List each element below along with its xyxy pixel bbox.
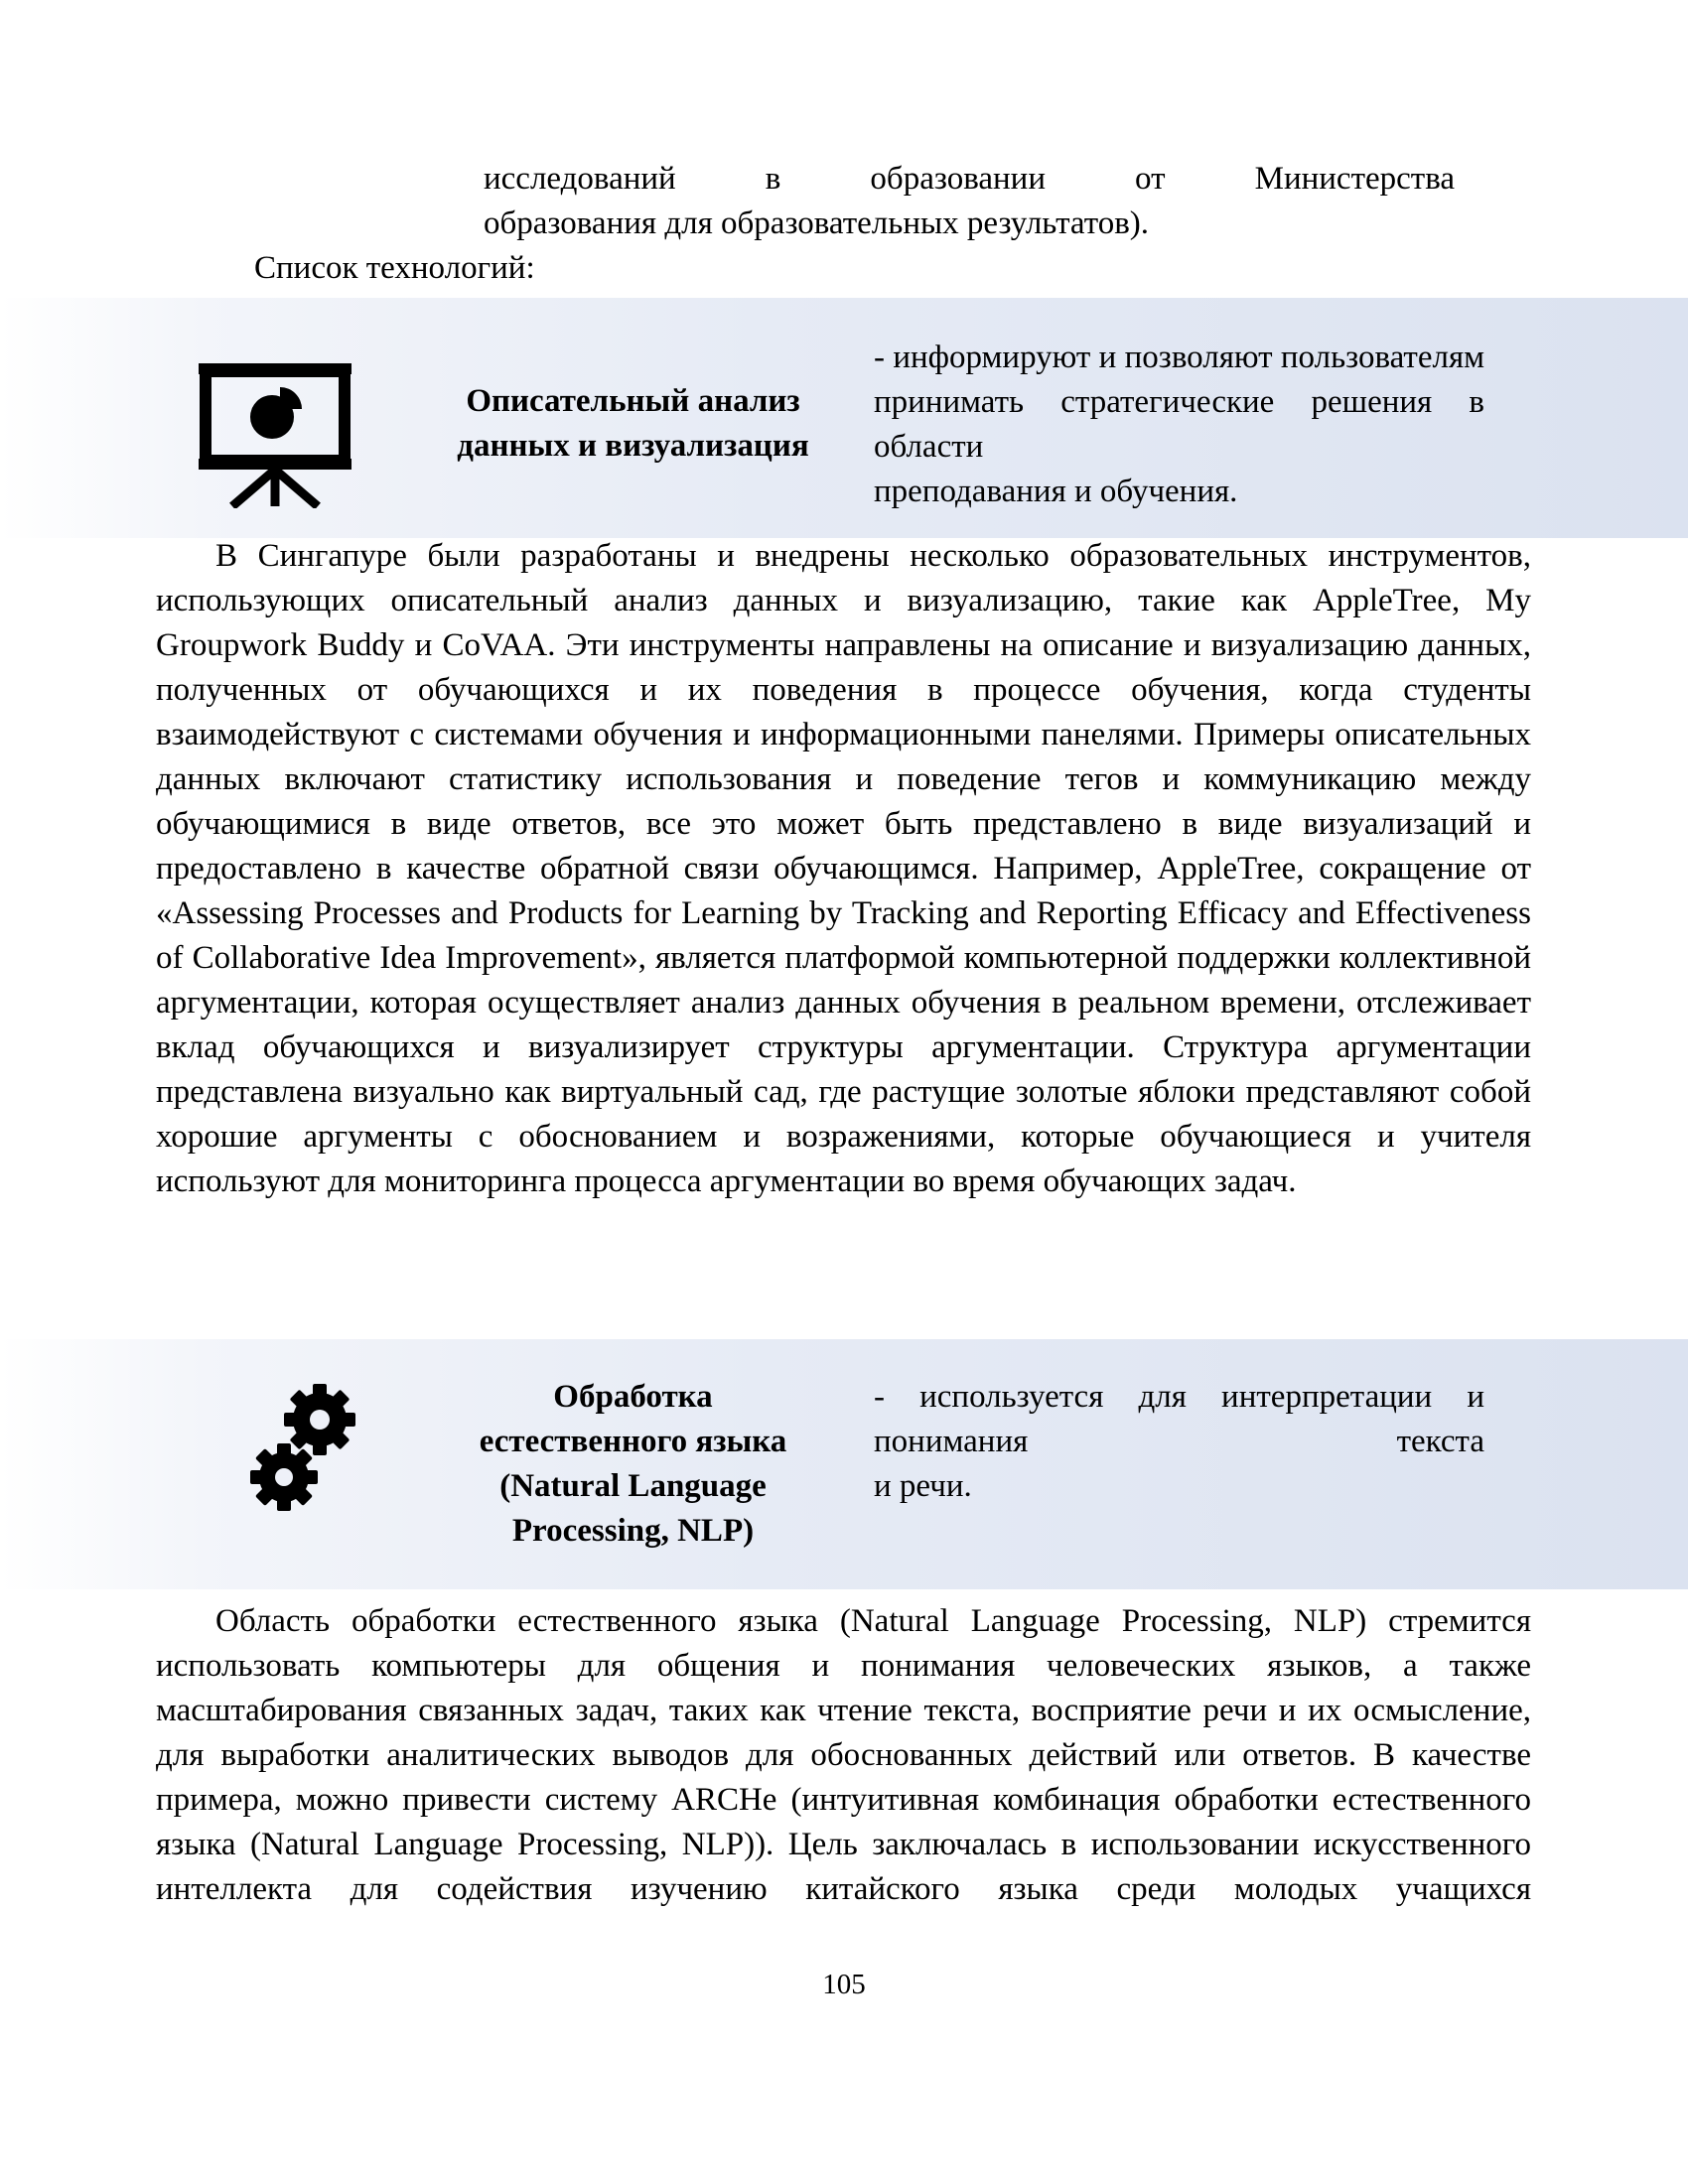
technology-title-line: данных и визуализация bbox=[457, 428, 809, 464]
technology-card-nlp bbox=[0, 1339, 1688, 1589]
continuation-line: исследований в образовании от Министерства bbox=[484, 161, 1455, 197]
technology-card-descriptive-analytics bbox=[0, 298, 1688, 538]
technology-description-text: - информируют и позволяют пользователям принимать стратегические решения в области bbox=[874, 340, 1484, 465]
technology-description-text: преподавания и обучения. bbox=[874, 474, 1238, 509]
continuation-text bbox=[484, 157, 1455, 246]
technology-description bbox=[874, 336, 1484, 514]
paragraph-descriptive-analytics: В Сингапуре были разработаны и внедрены несколько образовательных инструментов, использующих описательный анализ данных и визуализацию, такие как AppleTree, My Groupwork Buddy и CoVAA. Эти инструменты направлены на описание и визуализацию данных, полученных от обучающихся и их поведения в процессе обучения, когда студенты взаимодействуют с системами обучения и информационными панелями. Примеры описательных данных включают статистику использования и поведение тегов и коммуникацию между обучающимися в виде ответов, все это может быть представлено в виде визуализаций и предоставлено в качестве обратной связи обучающимся. Например, AppleTree, сокращение от «Assessing Processes and Products for Learning by Tracking and Reporting Efficacy and Effectiveness of Collaborative Idea Improvement», является платформой компьютерной поддержки коллективной аргументации, которая осуществляет анализ данных обучения в реальном времени, отслеживает вклад обучающихся и визуализирует структуры аргументации. Структура аргументации представлена визуально как виртуальный сад, где растущие золотые яблоки представляют собой хорошие аргументы с обоснованием и возражениями, которые обучающиеся и учителя используют для мониторинга процесса аргументации во время обучающих задач. bbox=[156, 538, 1531, 1199]
technology-description bbox=[874, 1375, 1484, 1509]
presentation-pie-chart-icon bbox=[195, 359, 355, 508]
page-number: 105 bbox=[822, 1969, 866, 2000]
technology-title-line: (Natural Language bbox=[499, 1468, 767, 1504]
technology-title bbox=[437, 1375, 829, 1554]
technology-title-line: естественного языка bbox=[479, 1424, 787, 1459]
technology-title bbox=[422, 379, 844, 469]
technology-description-text: и речи. bbox=[874, 1468, 972, 1504]
paragraph-nlp: Область обработки естественного языка (Natural Language Processing, NLP) стремится использовать компьютеры для общения и понимания человеческих языков, а также масштабирования связанных задач, таких как чтение текста, восприятие речи и их осмысление, для выработки аналитических выводов для обоснованных действий или ответов. В качестве примера, можно привести систему ARCHe (интуитивная комбинация обработки естественного языка (Natural Language Processing, NLP)). Цель заключалась в использовании искусственного интеллекта для содействия изучению китайского языка среди молодых учащихся bbox=[156, 1603, 1531, 1907]
technology-title-line: Обработка bbox=[553, 1379, 713, 1415]
continuation-line: образования для образовательных результатов). bbox=[484, 205, 1150, 241]
list-heading: Список технологий: bbox=[254, 250, 535, 286]
technology-title-line: Processing, NLP) bbox=[511, 1513, 755, 1549]
technology-description-text: - используется для интерпретации и понимания текста bbox=[874, 1379, 1484, 1459]
technology-title-line: Описательный анализ bbox=[466, 383, 800, 419]
gears-icon bbox=[250, 1384, 361, 1515]
